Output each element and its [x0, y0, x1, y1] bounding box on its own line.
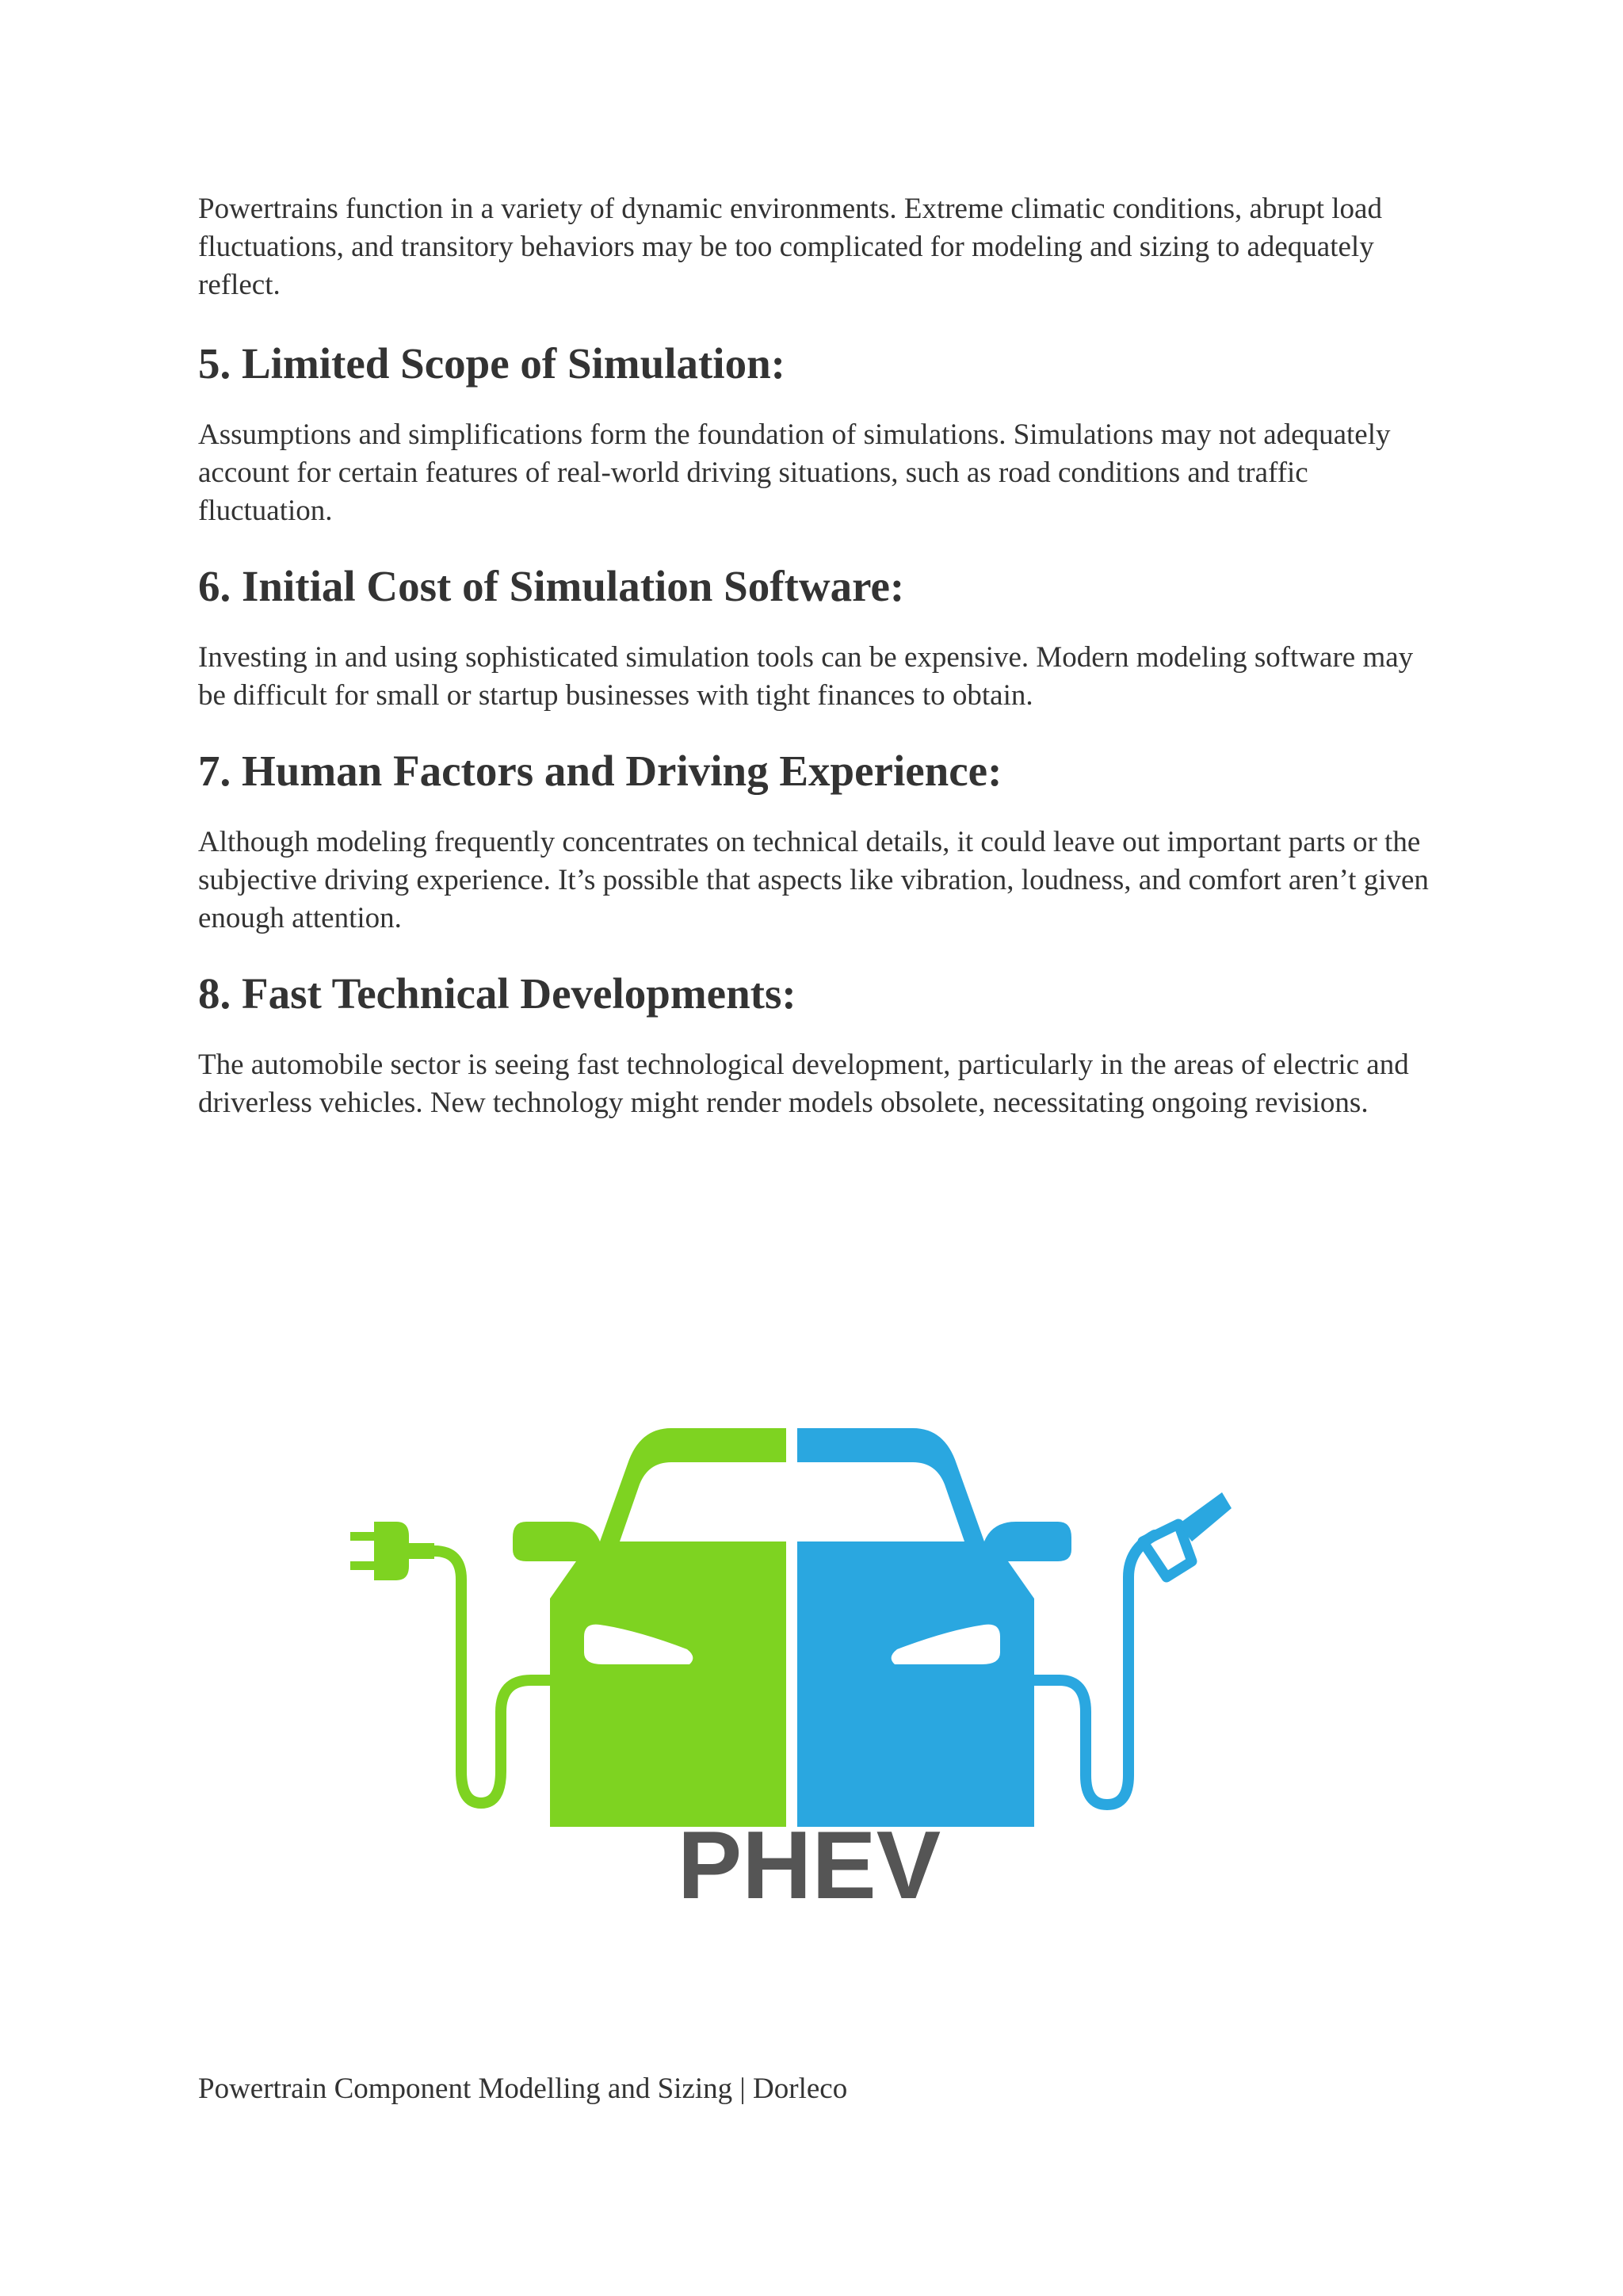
section-heading: 7. Human Factors and Driving Experience:	[198, 747, 1002, 795]
intro-paragraph: Powertrains function in a variety of dynamic environments. Extreme climatic conditions, abrupt load fluctuations, and transitory behaviors may be too complicated for modeling and sizing to adequately reflect.	[198, 193, 1382, 301]
section-heading: 8. Fast Technical Developments:	[198, 969, 796, 1018]
section-paragraph: Investing in and using sophisticated simulation tools can be expensive. Modern modeling software may be difficult for small or startup businesses with tight finances to obtain.	[198, 641, 1414, 712]
electric-plug-icon	[350, 1522, 550, 1803]
car-right-half-icon	[797, 1428, 1071, 1827]
section-paragraph: Assumptions and simplifications form the foundation of simulations. Simulations may not adequately account for certain features of real-world driving situations, such as road conditions and traffic fluctuation.	[198, 418, 1391, 527]
phev-logo	[342, 1423, 1276, 1910]
section-7	[198, 745, 1434, 938]
section-5	[198, 338, 1434, 530]
section-6	[198, 560, 1434, 715]
car-left-half-icon	[513, 1428, 786, 1827]
section-heading: 6. Initial Cost of Simulation Software:	[198, 562, 905, 610]
section-8	[198, 968, 1434, 1122]
logo-text: PHEV	[677, 1811, 941, 1910]
section-paragraph: The automobile sector is seeing fast technological development, particularly in the areas of electric and driverless vehicles. New technology might render models obsolete, necessitating ongoing revisions.	[198, 1049, 1409, 1119]
section-heading: 5. Limited Scope of Simulation:	[198, 339, 785, 388]
page-footer: Powertrain Component Modelling and Sizing | Dorleco	[198, 2073, 848, 2105]
document-body	[198, 190, 1434, 1152]
section-paragraph: Although modeling frequently concentrates on technical details, it could leave out important parts or the subjective driving experience. It’s possible that aspects like vibration, loudness, and comfort aren’t given enough attention.	[198, 826, 1429, 934]
